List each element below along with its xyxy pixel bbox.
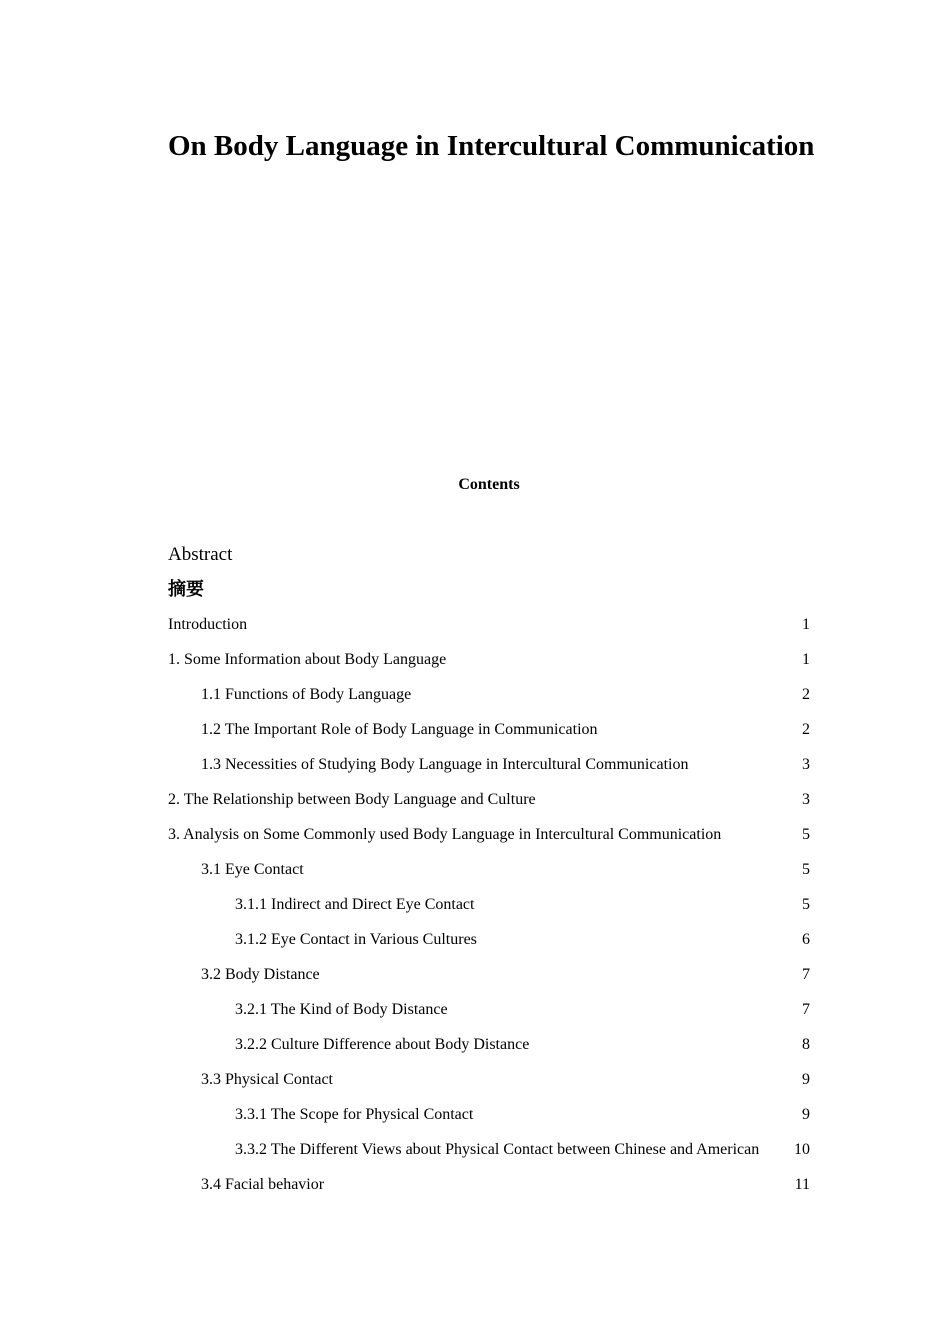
toc-entry[interactable] [168, 894, 810, 929]
toc-entry[interactable] [168, 649, 810, 684]
toc-entry[interactable] [168, 1139, 810, 1174]
toc-entry-label: 3.1 Eye Contact [201, 861, 304, 878]
toc-entry[interactable] [168, 1104, 810, 1139]
toc-entry-page-number: 2 [802, 686, 810, 703]
toc-entry[interactable] [168, 929, 810, 964]
toc-entry-page-number: 6 [802, 931, 810, 948]
toc-entry[interactable] [168, 684, 810, 719]
toc-entry-label: Introduction [168, 616, 248, 633]
contents-heading: Contents [458, 476, 520, 493]
toc-entry-label: 3.4 Facial behavior [201, 1176, 325, 1193]
toc-entry-page-number: 5 [802, 861, 810, 878]
toc-entry-page-number: 7 [802, 966, 810, 983]
toc-entry-page-number: 9 [802, 1106, 810, 1123]
toc-entry-page-number: 2 [802, 721, 810, 738]
toc-entry-page-number: 11 [794, 1176, 810, 1193]
toc-entry-label: 2. The Relationship between Body Language and Culture [168, 791, 536, 808]
toc-entry[interactable] [168, 1034, 810, 1069]
toc-entry-page-number: 7 [802, 1001, 810, 1018]
toc-entry-label: 3.2 Body Distance [201, 966, 320, 983]
toc-entry-label: 1.3 Necessities of Studying Body Language in Intercultural Communication [201, 756, 689, 773]
toc-entry[interactable] [168, 754, 810, 789]
toc-entry-label: 3.1.1 Indirect and Direct Eye Contact [235, 896, 475, 913]
toc-entry[interactable] [168, 614, 810, 649]
toc-entry-label: 3.1.2 Eye Contact in Various Cultures [235, 931, 477, 948]
toc-entry-page-number: 5 [802, 896, 810, 913]
toc-entry[interactable] [168, 824, 810, 859]
toc-entry-page-number: 1 [802, 616, 810, 633]
table-of-contents [168, 614, 810, 1209]
toc-entry-label: 3.3.2 The Different Views about Physical Contact between Chinese and American [235, 1141, 760, 1158]
toc-entry[interactable] [168, 1069, 810, 1104]
toc-entry[interactable] [168, 789, 810, 824]
toc-entry-label: 1.2 The Important Role of Body Language in Communication [201, 721, 598, 738]
toc-chinese-abstract-entry[interactable]: 摘要 [168, 579, 204, 600]
toc-entry-page-number: 9 [802, 1071, 810, 1088]
toc-abstract-entry[interactable]: Abstract [168, 544, 233, 565]
toc-entry-page-number: 8 [802, 1036, 810, 1053]
toc-entry[interactable] [168, 859, 810, 894]
toc-entry-label: 1.1 Functions of Body Language [201, 686, 412, 703]
toc-entry-label: 3.2.2 Culture Difference about Body Distance [235, 1036, 530, 1053]
toc-entry[interactable] [168, 719, 810, 754]
toc-entry[interactable] [168, 964, 810, 999]
toc-entry[interactable] [168, 999, 810, 1034]
toc-entry-label: 1. Some Information about Body Language [168, 651, 447, 668]
toc-entry-page-number: 5 [802, 826, 810, 843]
toc-entry-page-number: 10 [794, 1141, 810, 1158]
toc-entry-label: 3.3 Physical Contact [201, 1071, 333, 1088]
toc-entry-page-number: 1 [802, 651, 810, 668]
document-title: On Body Language in Intercultural Communication [168, 130, 815, 162]
toc-entry-label: 3. Analysis on Some Commonly used Body Language in Intercultural Communication [168, 826, 722, 843]
toc-entry[interactable] [168, 1174, 810, 1209]
toc-entry-page-number: 3 [802, 756, 810, 773]
toc-entry-label: 3.2.1 The Kind of Body Distance [235, 1001, 448, 1018]
toc-entry-page-number: 3 [802, 791, 810, 808]
toc-entry-label: 3.3.1 The Scope for Physical Contact [235, 1106, 474, 1123]
